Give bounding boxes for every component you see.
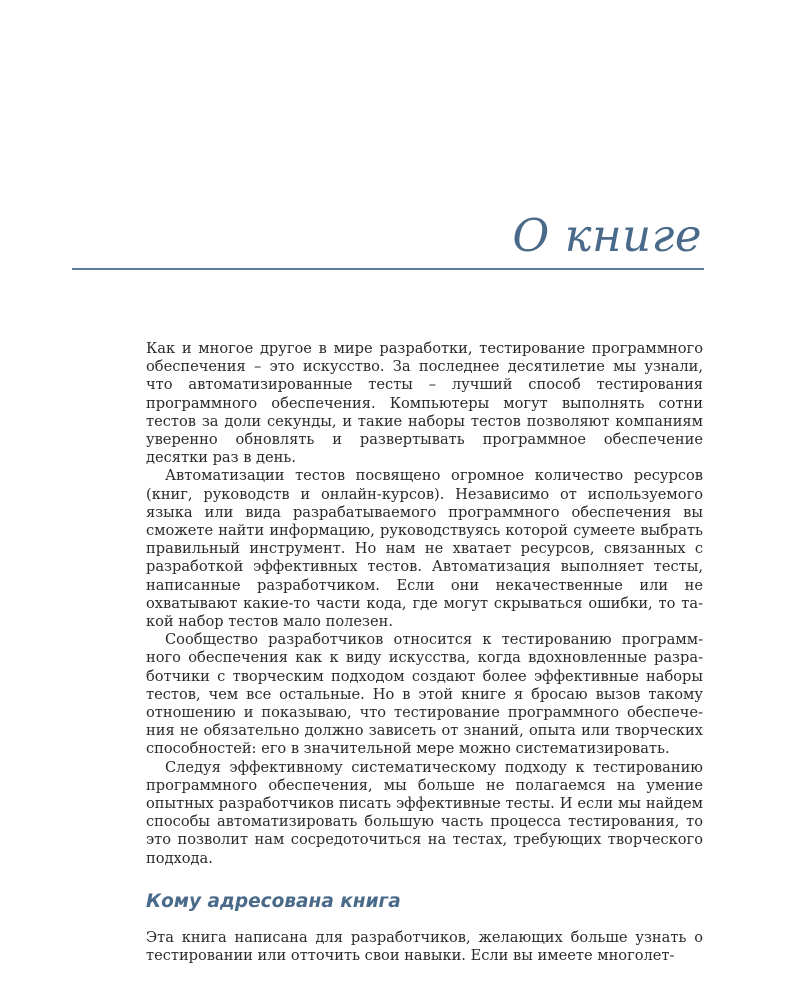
chapter-body <box>146 340 703 965</box>
paragraph-intro: Как и многое другое в мире разработки, тестирование программного обеспечения – это искусство. За последнее десятилетие мы узнали, что автоматизированные тесты – лучший способ тестирования программного обеспечения. Компьютеры могут выполнять сотни тестов за доли секунды, и такие наборы тестов позволяют компаниям уверенно обновлять и развертывать программное обеспечение десятки раз в день. <box>146 340 703 467</box>
paragraph-community: Сообщество разработчиков относится к тестированию программного обеспечения как к виду искусства, когда вдохновленные разработчики с творческим подходом создают более эффективные наборы тестов, чем все остальные. Но в этой книге я бросаю вызов такому отношению и показываю, что тестирование программного обеспечения не обязательно должно зависеть от знаний, опыта или творческих способностей: его в значительной мере можно систематизировать. <box>146 631 703 758</box>
section-heading: Кому адресована книга <box>146 890 401 912</box>
paragraph-automation: Автоматизации тестов посвящено огромное количество ресурсов (книг, руководств и онлайн-курсов). Независимо от используемого языка или вида разрабатываемого программного обеспечения вы сможете найти информацию, руководствуясь которой сумеете выбрать правильный инструмент. Но нам не хватает ресурсов, связанных с разработкой эффективных тестов. Автоматизация выполняет тесты, написанные разработчиком. Если они некачественные или не охватывают какие-то части кода, где могут скрываться ошибки, то такой набор тестов мало полезен. <box>146 467 703 631</box>
chapter-title: О книге <box>512 209 702 262</box>
title-rule <box>72 268 704 270</box>
paragraph-systematic: Следуя эффективному систематическому подходу к тестированию программного обеспечения, мы больше не полагаемся на умение опытных разработчиков писать эффективные тесты. И если мы найдем способы автоматизировать большую часть процесса тестирования, то это позволит нам сосредоточиться на тестах, требующих творческого подхода. <box>146 758 703 867</box>
paragraph-audience: Эта книга написана для разработчиков, желающих больше узнать о тестировании или отточить свои навыки. Если вы имеете многолет- <box>146 928 703 965</box>
